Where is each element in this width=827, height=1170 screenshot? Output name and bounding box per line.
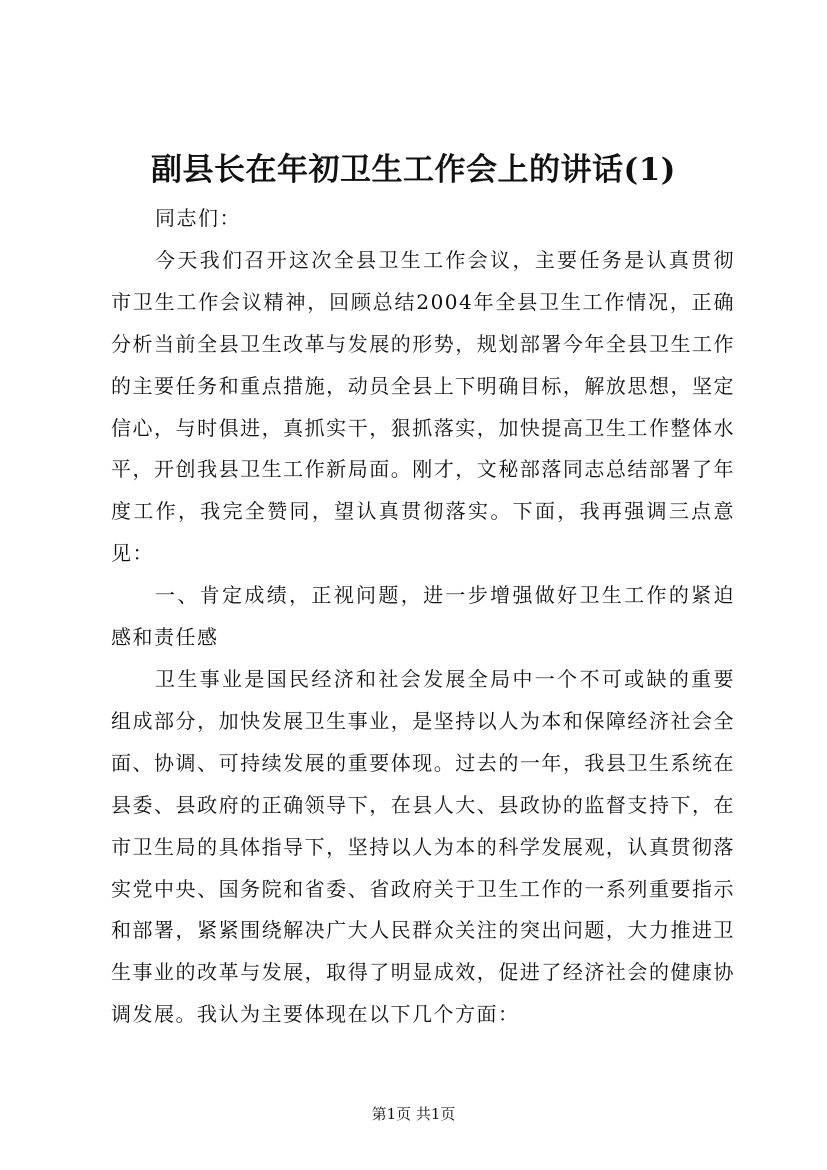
body-paragraph: 卫生事业是国民经济和社会发展全局中一个不可或缺的重要组成部分，加快发展卫生事业，是坚持以人为本和保障经济社会全面、协调、可持续发展的重要体现。过去的一年，我县卫生系统在县委、县政府的正确领导下，在县人大、县政协的监督支持下，在市卫生局的具体指导下，坚持以人为本的科学发展观，认真贯彻落实党中央、国务院和省委、省政府关于卫生工作的一系列重要指示和部署，紧紧围绕解决广大人民群众关注的突出问题，大力推进卫生事业的改革与发展，取得了明显成效，促进了经济社会的健康协调发展。我认为主要体现在以下几个方面： (111, 666, 735, 1027)
salutation-paragraph: 同志们： (155, 206, 241, 230)
document-title: 副县长在年初卫生工作会上的讲话(1) (151, 152, 676, 188)
document-body (111, 198, 735, 1036)
section-heading-paragraph: 一、肯定成绩，正视问题，进一步增强做好卫生工作的紧迫感和责任感 (111, 583, 735, 650)
page-footer: 第1页 共1页 (371, 1105, 456, 1123)
intro-paragraph: 今天我们召开这次全县卫生工作会议，主要任务是认真贯彻市卫生工作会议精神，回顾总结2004年全县卫生工作情况，正确分析当前全县卫生改革与发展的形势，规划部署今年全县卫生工作的主要任务和重点措施，动员全县上下明确目标，解放思想，坚定信心，与时俱进，真抓实干，狠抓落实，加快提高卫生工作整体水平，开创我县卫生工作新局面。刚才，文秘部落同志总结部署了年度工作，我完全赞同，望认真贯彻落实。下面，我再强调三点意见： (111, 247, 735, 566)
